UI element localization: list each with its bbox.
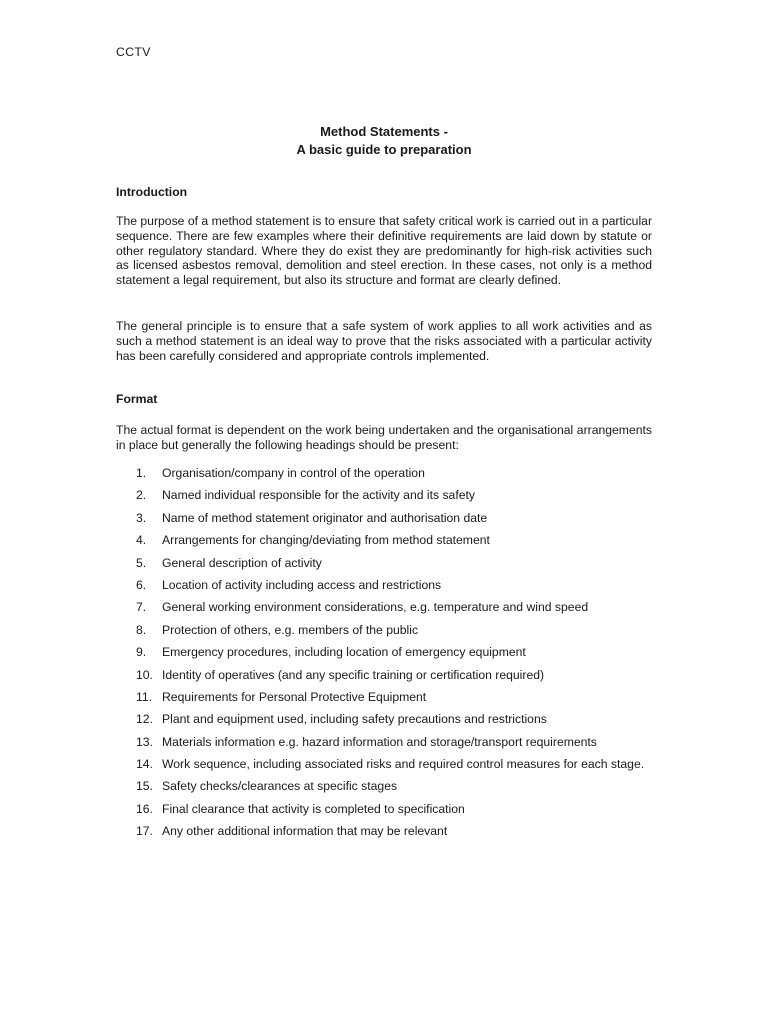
- list-item-number: 7.: [136, 600, 147, 615]
- list-item-text: Protection of others, e.g. members of the public: [162, 622, 419, 637]
- list-item: [116, 578, 652, 593]
- list-item-number: 15.: [136, 779, 153, 794]
- list-item-number: 9.: [136, 645, 147, 660]
- list-item-text: Arrangements for changing/deviating from method statement: [162, 533, 490, 548]
- list-item: [116, 466, 652, 481]
- list-item-text: Identity of operatives (and any specific training or certification required): [162, 667, 545, 682]
- list-item-text: Work sequence, including associated risks and required control measures for each stage.: [162, 757, 645, 772]
- list-item: [116, 757, 652, 772]
- list-item-text: General working environment considerations, e.g. temperature and wind speed: [162, 600, 589, 615]
- list-item-number: 10.: [136, 667, 153, 682]
- title-line-1: Method Statements -: [320, 124, 448, 139]
- list-item: [116, 690, 652, 705]
- list-item-number: 1.: [136, 466, 147, 480]
- list-item-number: 6.: [136, 577, 147, 592]
- list-item-number: 13.: [136, 734, 153, 749]
- format-heading: Format: [116, 392, 158, 406]
- list-item: [116, 600, 652, 615]
- list-item-number: 2.: [136, 488, 147, 503]
- list-item-number: 11.: [136, 689, 153, 704]
- list-item-text: Any other additional information that may be relevant: [162, 824, 448, 839]
- format-headings-list: [116, 466, 652, 847]
- list-item-number: 16.: [136, 801, 153, 816]
- document-title: [116, 123, 652, 159]
- list-item: [116, 488, 652, 503]
- format-paragraph: The actual format is dependent on the work being undertaken and the organisational arrangements in place but generally the following headings should be present:: [116, 423, 652, 452]
- introduction-paragraph-1: The purpose of a method statement is to ensure that safety critical work is carried out in a particular sequence. There are few examples where their definitive requirements are laid down by statute or other regulatory standard. Where they do exist they are predominantly for high-risk activities such as licensed asbestos removal, demolition and steel erection. In these cases, not only is a method statement a legal requirement, but also its structure and format are clearly defined.: [116, 214, 652, 288]
- list-item-text: Materials information e.g. hazard information and storage/transport requirements: [162, 734, 597, 749]
- list-item: [116, 511, 652, 526]
- list-item-text: Emergency procedures, including location of emergency equipment: [162, 645, 526, 660]
- list-item: [116, 712, 652, 727]
- list-item-text: Plant and equipment used, including safety precautions and restrictions: [162, 712, 547, 727]
- list-item: [116, 533, 652, 548]
- list-item-text: Final clearance that activity is completed to specification: [162, 801, 465, 816]
- list-item: [116, 668, 652, 683]
- list-item-text: Location of activity including access and restrictions: [162, 577, 442, 592]
- list-item-number: 8.: [136, 622, 147, 637]
- list-item-text: Safety checks/clearances at specific stages: [162, 779, 398, 794]
- list-item-number: 3.: [136, 510, 147, 525]
- list-item: [116, 824, 652, 839]
- introduction-paragraph-2: The general principle is to ensure that a safe system of work applies to all work activities and as such a method statement is an ideal way to prove that the risks associated with a particular activity has been carefully considered and appropriate controls implemented.: [116, 319, 652, 363]
- list-item-number: 5.: [136, 555, 147, 570]
- list-item-number: 14.: [136, 757, 153, 772]
- document-header-label: CCTV: [116, 45, 151, 59]
- list-item: [116, 556, 652, 571]
- list-item-text: Named individual responsible for the activity and its safety: [162, 488, 475, 503]
- list-item-number: 4.: [136, 533, 147, 548]
- introduction-heading: Introduction: [116, 185, 188, 199]
- list-item-text: Name of method statement originator and authorisation date: [162, 510, 488, 525]
- list-item: [116, 735, 652, 750]
- list-item-text: Requirements for Personal Protective Equipment: [162, 689, 427, 704]
- title-line-2: A basic guide to preparation: [296, 142, 472, 157]
- list-item-number: 17.: [136, 824, 153, 839]
- list-item: [116, 802, 652, 817]
- list-item: [116, 645, 652, 660]
- list-item: [116, 779, 652, 794]
- list-item: [116, 623, 652, 638]
- list-item-number: 12.: [136, 712, 153, 727]
- list-item-text: General description of activity: [162, 555, 322, 570]
- list-item-text: Organisation/company in control of the operation: [162, 466, 425, 480]
